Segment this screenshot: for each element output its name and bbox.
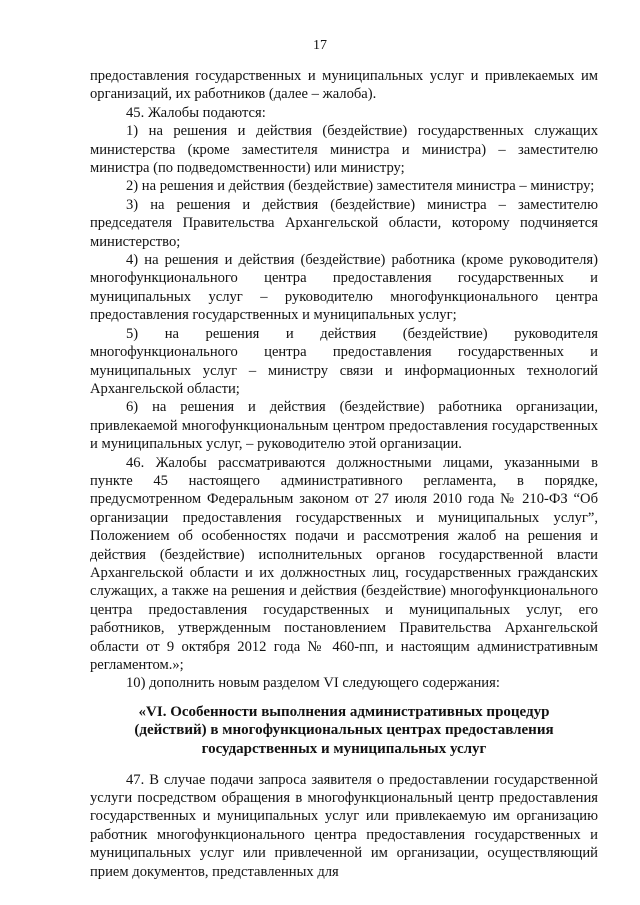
paragraph: 5) на решения и действия (бездействие) руководителя многофункционального центра предоставления государственных и муниципальных услуг – министру связи и информационных технологий Архангельской области; — [90, 325, 598, 397]
section-title-line: государственных и муниципальных услуг — [201, 741, 487, 757]
paragraph: 4) на решения и действия (бездействие) работника (кроме руководителя) многофункционального центра предоставления государственных и муниципальных услуг – руководителю многофункционального центра предоставления государственных и муниципальных услуг; — [90, 252, 598, 324]
paragraph: 3) на решения и действия (бездействие) министра – заместителю председателя Правительства Архангельской области, которому подчиняется министерство; — [90, 196, 598, 250]
paragraph: 2) на решения и действия (бездействие) заместителя министра – министру; — [126, 178, 595, 195]
page-number: 17 — [313, 38, 327, 53]
paragraphs-after-section — [90, 771, 598, 881]
section-title-line: (действий) в многофункциональных центрах предоставления — [134, 722, 554, 739]
section-title-line: «VI. Особенности выполнения административных процедур — [138, 703, 550, 720]
paragraph: 45. Жалобы подаются: — [126, 104, 266, 121]
paragraph: предоставления государственных и муниципальных услуг и привлекаемых им организаций, их работников (далее – жалоба). — [90, 68, 598, 103]
paragraph: 46. Жалобы рассматриваются должностными лицами, указанными в пункте 45 настоящего административного регламента, в порядке, предусмотренном Федеральным законом от 27 июля 2010 года № 210-ФЗ “Об организации предоставления государственных и муниципальных услуг”, Положением об особенностях подачи и рассмотрения жалоб на решения и действия (бездействие) исполнительных органов государственной власти Архангельской области и их должностных лиц, государственных гражданских служащих, а также на решения и действия (бездействие) многофункционального центра предоставления государственных и муниципальных услуг, его работников, утвержденным постановлением Правительства Архангельской области от 9 октября 2012 года № 460-пп, и настоящим административным регламентом.»; — [90, 454, 598, 673]
paragraph: 1) на решения и действия (бездействие) государственных служащих министерства (кроме заместителя министра и министра) – заместителю министра (по подведомственности) или министру; — [90, 123, 598, 177]
document-body — [90, 67, 598, 881]
paragraph: 47. В случае подачи запроса заявителя о предоставлении государственной услуги посредством обращения в многофункциональный центр предоставления государственных и муниципальных услуг или привлекаемую им организацию работник многофункционального центра предоставления государственных и муниципальных услуг или привлеченной им организации, осуществляющий прием документов, представленных для — [90, 771, 598, 880]
section-title — [90, 703, 598, 759]
paragraphs-before-section — [90, 67, 598, 693]
paragraph: 10) дополнить новым разделом VI следующего содержания: — [126, 675, 500, 692]
paragraph: 6) на решения и действия (бездействие) работника организации, привлекаемой многофункциональным центром предоставления государственных и муниципальных услуг, – руководителю этой организации. — [90, 399, 598, 453]
